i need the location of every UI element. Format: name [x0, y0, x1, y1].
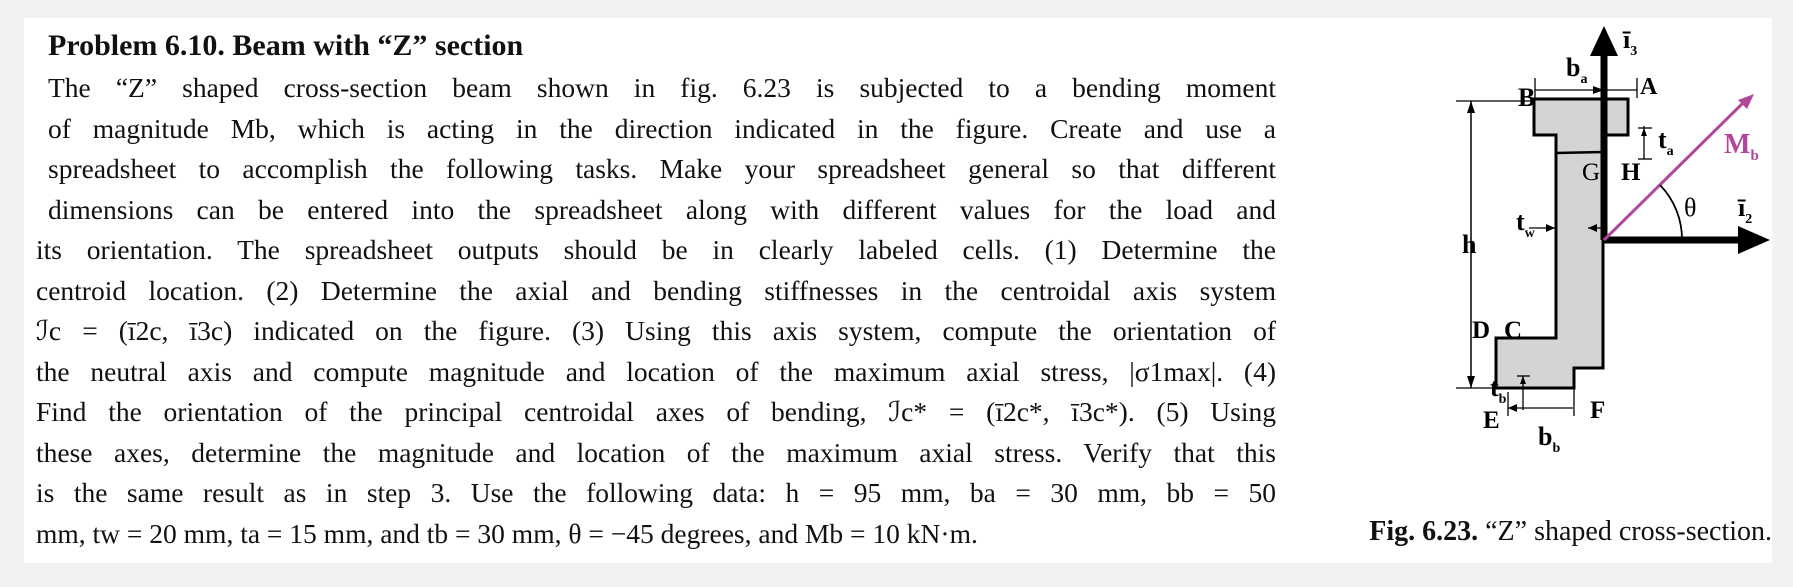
z-section-figure — [1286, 18, 1772, 563]
i2-label: $ī_2$ — [1738, 193, 1753, 227]
moment-label: $M_b$ — [1724, 129, 1759, 164]
i3-label: $ī_3$ — [1623, 25, 1638, 59]
bb-label: $b_b$ — [1538, 422, 1561, 456]
i2-arrow-head — [1738, 226, 1770, 254]
point-D-label: D — [1472, 317, 1491, 344]
problem-line: The “Z” shaped cross-section beam shown in fig. 6.23 is subjected to a bending moment — [48, 72, 1276, 103]
theta-arc — [1660, 185, 1682, 240]
problem-line: spreadsheet to accomplish the following tasks. Make your spreadsheet general so that different — [48, 153, 1276, 184]
tb-label: $t_b$ — [1490, 373, 1507, 407]
point-G-label: G — [1582, 159, 1601, 186]
problem-line: its orientation. The spreadsheet outputs should be in clearly labeled cells. (1) Determine the — [36, 234, 1276, 265]
figure-caption — [1286, 514, 1772, 550]
point-B-label: B — [1518, 83, 1536, 112]
problem-line: dimensions can be entered into the spreadsheet along with different values for the load and — [48, 193, 1276, 225]
h-label: h — [1462, 230, 1477, 259]
tw-label: $t_w$ — [1516, 207, 1535, 241]
h-arrow-top — [1467, 101, 1475, 113]
problem-title: Problem 6.10. Beam with “Z” section — [48, 29, 524, 62]
i3-arrow-head — [1590, 26, 1618, 56]
problem-line: of magnitude Mb, which is acting in the direction indicated in the figure. Create and use a — [48, 112, 1276, 144]
figure-caption-text: “Z” shaped cross-section. — [1478, 516, 1772, 547]
ba-label: $b_a$ — [1566, 53, 1588, 87]
problem-line: the neutral axis and compute magnitude and location of the maximum axial stress, |σ1max|. (4) — [36, 355, 1276, 387]
problem-text — [36, 26, 1286, 554]
problem-line: these axes, determine the magnitude and location of the maximum axial stress. Verify that this — [36, 436, 1276, 468]
point-C-label: C — [1504, 317, 1523, 344]
problem-line: is the same result as in step 3. Use the following data: h = 95 mm, ba = 30 mm, bb = 50 — [36, 477, 1276, 508]
figure-caption-label: Fig. 6.23. — [1369, 516, 1479, 547]
problem-line: Find the orientation of the principal centroidal axes of bending, ℐc* = (ī2c*, ī3c*). (5) Using — [36, 396, 1276, 427]
theta-label: θ — [1684, 193, 1697, 222]
problem-line: ℐc = (ī2c, ī3c) indicated on the figure. (3) Using this axis system, compute the orientation of — [36, 315, 1276, 346]
ta-label: $t_a$ — [1658, 125, 1674, 159]
h-arrow-bottom — [1467, 376, 1475, 388]
tw-arrow-left — [1546, 224, 1555, 232]
page — [24, 18, 1772, 563]
bb-arrow — [1508, 404, 1517, 412]
problem-line: mm, tw = 20 mm, ta = 15 mm, and tb = 30 mm, θ = −45 degrees, and Mb = 10 kN·m. — [36, 517, 978, 549]
ta-arrow — [1641, 128, 1647, 136]
point-E-label: E — [1483, 407, 1500, 434]
problem-line: centroid location. (2) Determine the axial and bending stiffnesses in the centroidal axis system — [36, 274, 1276, 306]
point-A-label: A — [1640, 74, 1658, 100]
point-H-label: H — [1621, 159, 1641, 186]
point-F-label: F — [1590, 397, 1606, 424]
flange-web-joint-line — [1556, 152, 1603, 153]
